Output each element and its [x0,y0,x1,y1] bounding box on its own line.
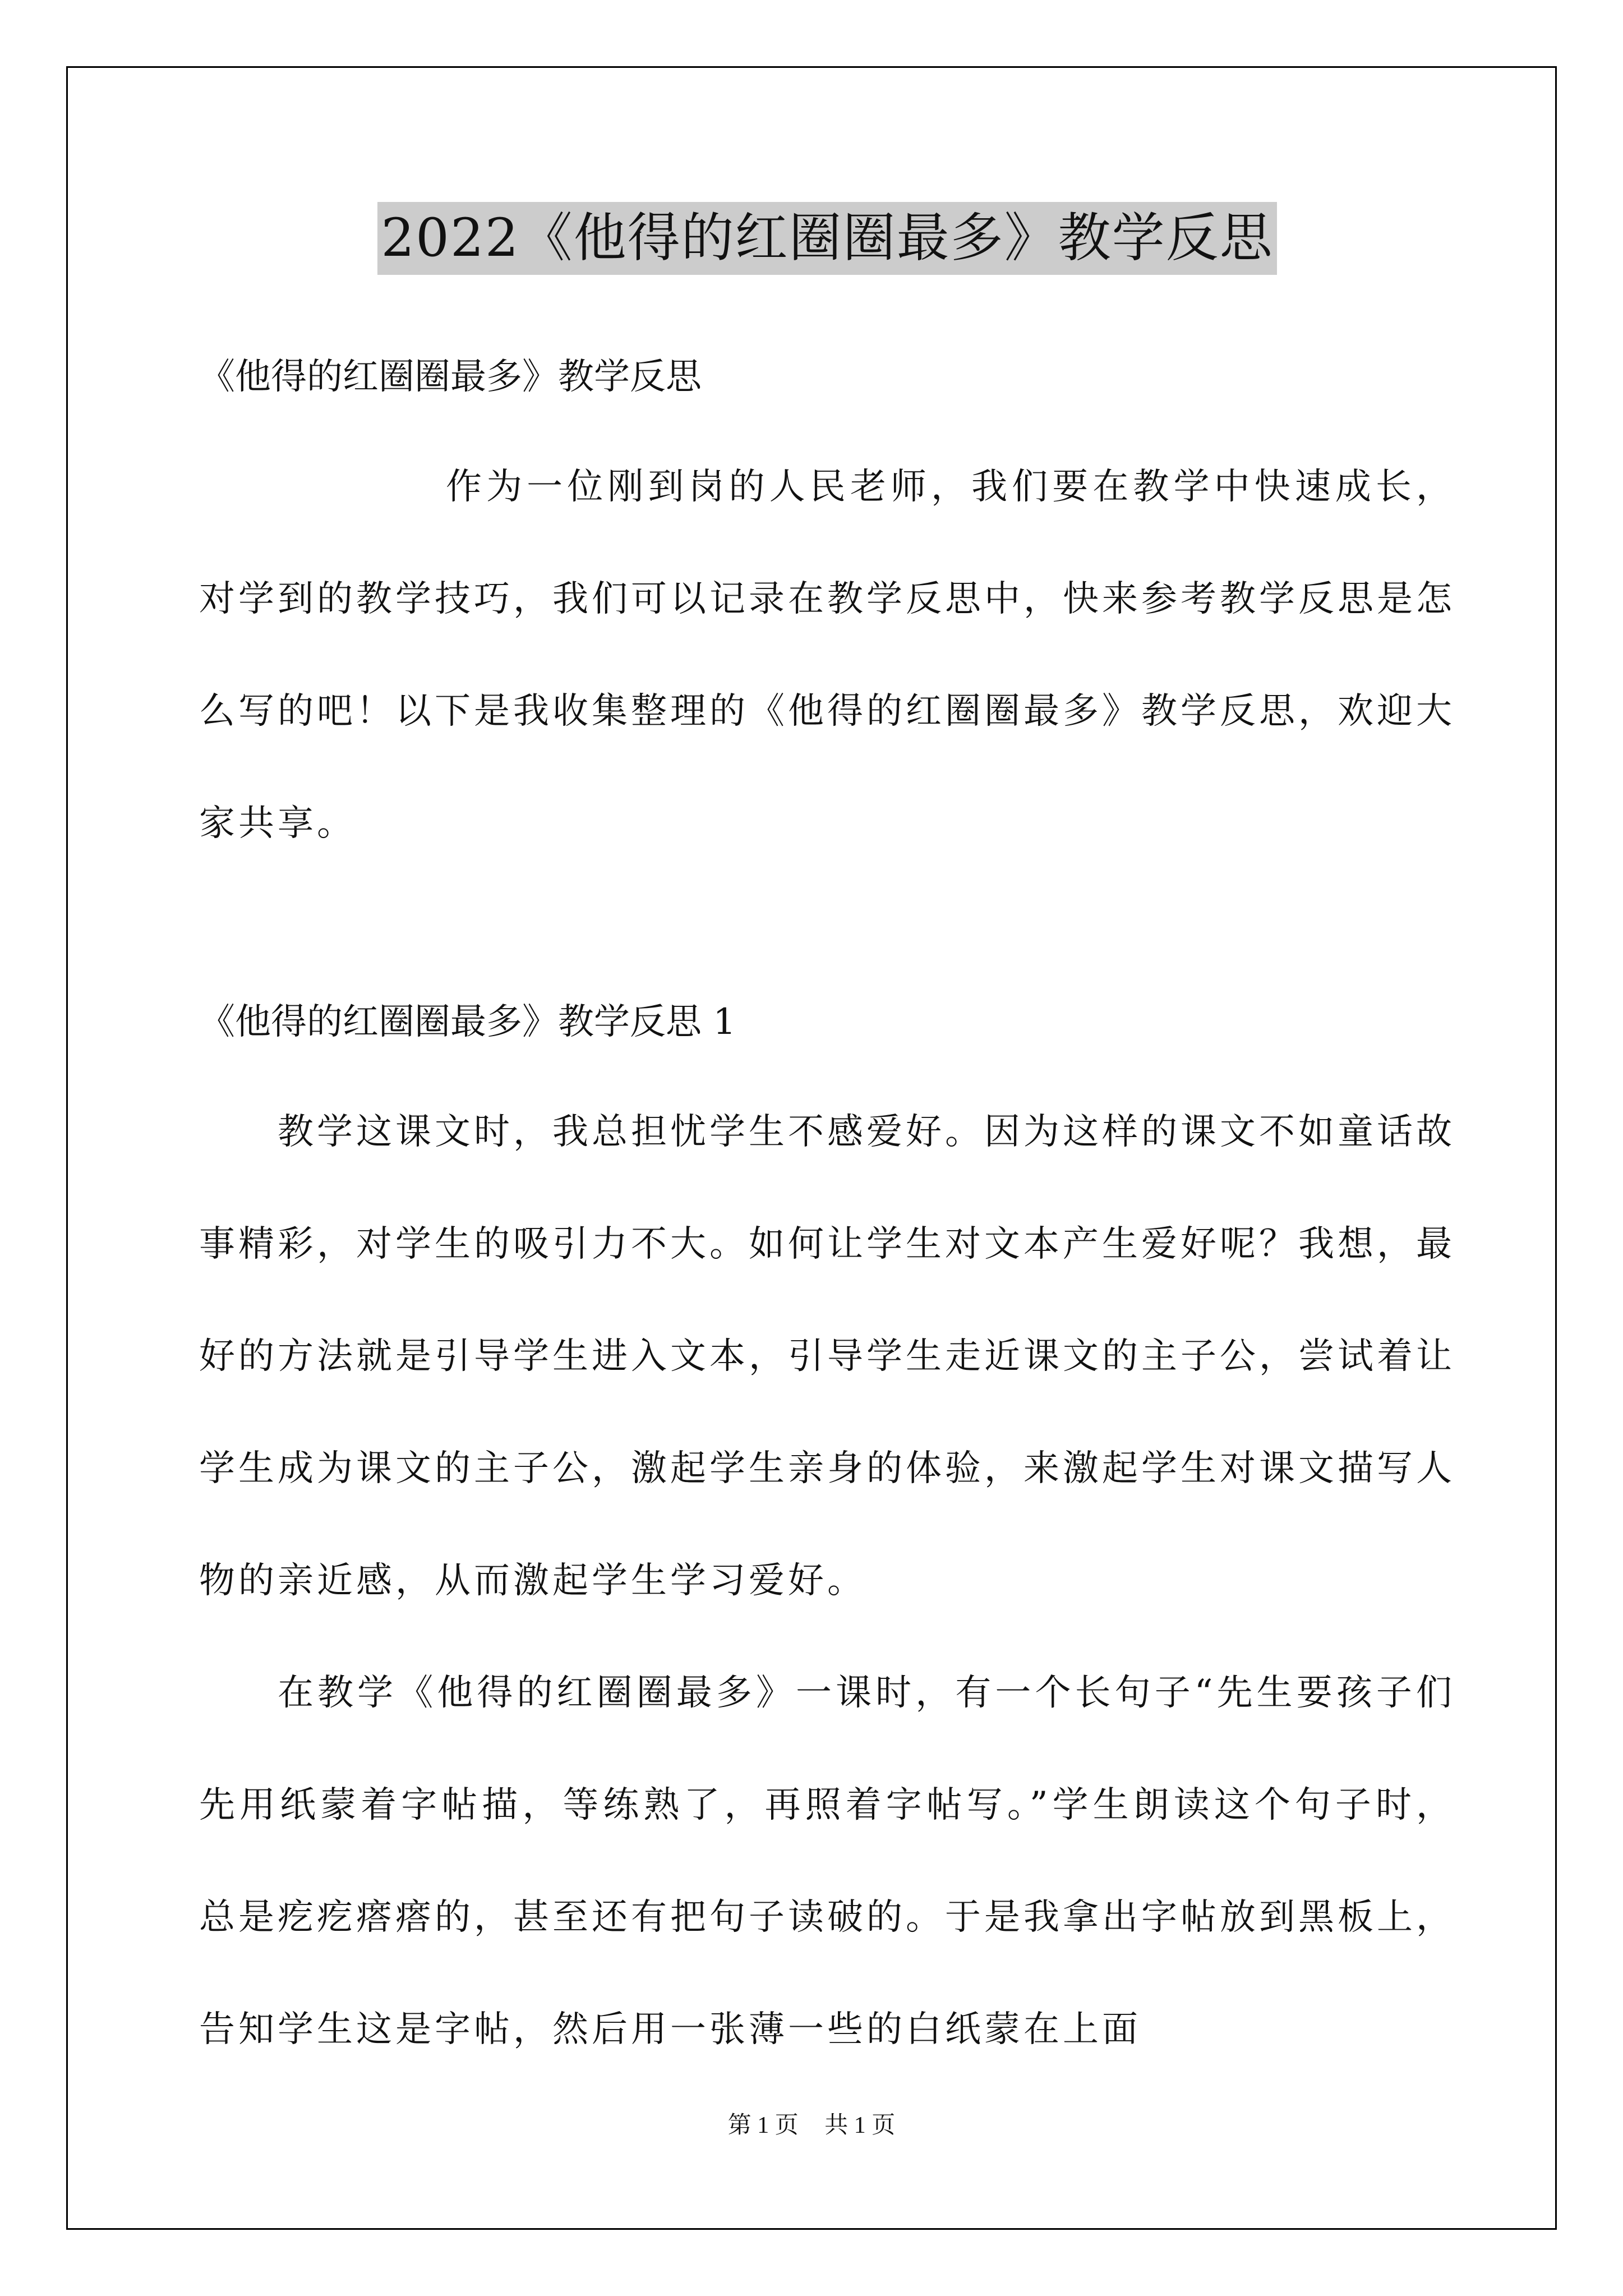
document-title: 2022《他得的红圈圈最多》教学反思 [377,202,1276,275]
paragraph-2: 在教学《他得的红圈圈最多》一课时，有一个长句子“先生要孩子们先用纸蒙着字帖描，等练熟了，再照着字帖写。”学生朗读这个句子时，总是疙疙瘩瘩的，甚至还有把句子读破的。于是我拿出字帖放到黑板上，告知学生这是字帖，然后用一张薄一些的白纸蒙在上面 [199,1672,1455,2050]
page-footer [0,2106,1623,2140]
subtitle: 《他得的红圈圈最多》教学反思 [199,356,702,398]
page-number: 第 1 页 [727,2113,799,2138]
title-container [199,202,1455,275]
paragraph-1: 教学这课文时，我总担忧学生不感爱好。因为这样的课文不如童话故事精彩，对学生的吸引力不大。如何让学生对文本产生爱好呢？我想，最好的方法就是引导学生进入文本，引导学生走近课文的主子公，尝试着让学生成为课文的主子公，激起学生亲身的体验，来激起学生对课文描写人物的亲近感，从而激起学生学习爱好。 [199,1111,1455,1602]
intro-paragraph: 作为一位刚到岗的人民老师，我们要在教学中快速成长，对学到的教学技巧，我们可以记录在教学反思中，快来参考教学反思是怎么写的吧！以下是我收集整理的《他得的红圈圈最多》教学反思，欢迎大家共享。 [199,466,1455,844]
section-heading: 《他得的红圈圈最多》教学反思 1 [199,1001,736,1043]
page-total: 共 1 页 [824,2113,896,2138]
